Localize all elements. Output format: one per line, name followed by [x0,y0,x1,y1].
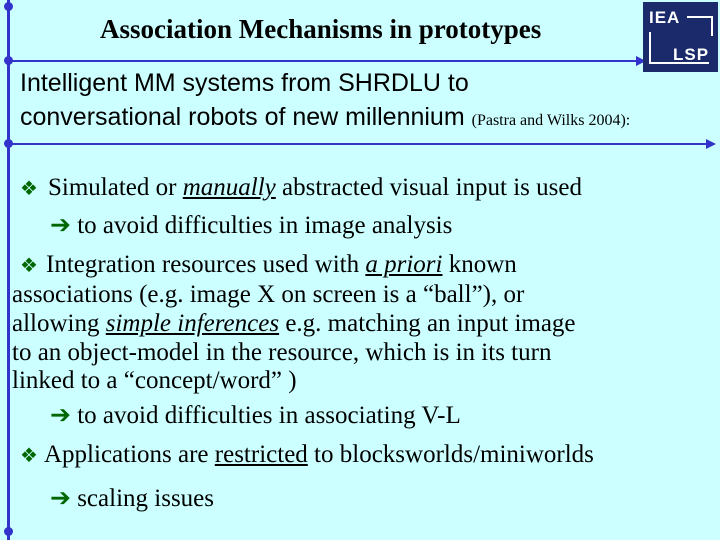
bullet-2-line-4: to an object-model in the resource, which is in its turn [12,339,552,366]
bullet-2-result [50,401,461,431]
subtitle-rule [7,143,707,145]
text: scaling issues [77,485,214,512]
bullet-diamond-icon: ❖ [20,255,38,277]
bullet-3-line-1 [20,440,594,471]
bullet-1-line-1 [20,173,582,204]
bullet-diamond-icon: ❖ [20,178,38,200]
iea-lsp-logo [643,2,718,72]
arrow-right-icon: ➔ [50,212,71,239]
emphasis: manually [182,174,276,201]
text: Integration resources used with [46,251,360,278]
emphasis: restricted [214,441,308,468]
subtitle-rule-dot [4,139,13,148]
arrow-right-icon: ➔ [50,485,71,512]
bullet-2-line-3 [12,309,576,339]
slide-title: Association Mechanisms in prototypes [100,14,542,44]
subtitle [20,66,630,138]
logo-top-text: IEA [649,8,681,27]
text: to avoid difficulties in associating V-L [77,402,461,429]
subtitle-line-2 [20,100,630,138]
text: allowing [12,310,100,337]
left-rule [7,0,10,540]
text: Simulated or [48,174,177,201]
text: Applications are [44,441,209,468]
bullet-3-result [50,484,214,514]
title-rule [7,60,637,62]
emphasis: a priori [365,251,443,278]
top-dot [4,2,13,11]
text: to blocksworlds/miniworlds [314,441,594,468]
title-rule-dot [4,56,13,65]
text: abstracted visual input is used [282,174,582,201]
subtitle-rule-arrow [706,139,716,149]
logo-bottom-text: LSP [673,45,710,64]
emphasis: simple inferences [105,310,280,337]
bottom-dot [4,527,13,536]
text: to avoid difficulties in image analysis [77,212,453,239]
bullet-2-line-5: linked to a “concept/word” ) [12,367,297,394]
text: e.g. matching an input image [285,310,576,337]
bullet-2-line-1 [20,250,517,281]
subtitle-line-1: Intelligent MM systems from SHRDLU to [20,69,469,97]
logo-frame [649,32,709,64]
subtitle-line-2-text: conversational robots of new millennium [20,103,465,131]
logo-frame-top [687,16,713,36]
bullet-1-result [50,211,452,241]
text: known [448,251,517,278]
bullet-2-line-2: associations (e.g. image X on screen is a “ball”), or [12,281,525,308]
citation: (Pastra and Wilks 2004): [471,112,631,129]
arrow-right-icon: ➔ [50,402,71,429]
bullet-diamond-icon: ❖ [20,445,38,467]
